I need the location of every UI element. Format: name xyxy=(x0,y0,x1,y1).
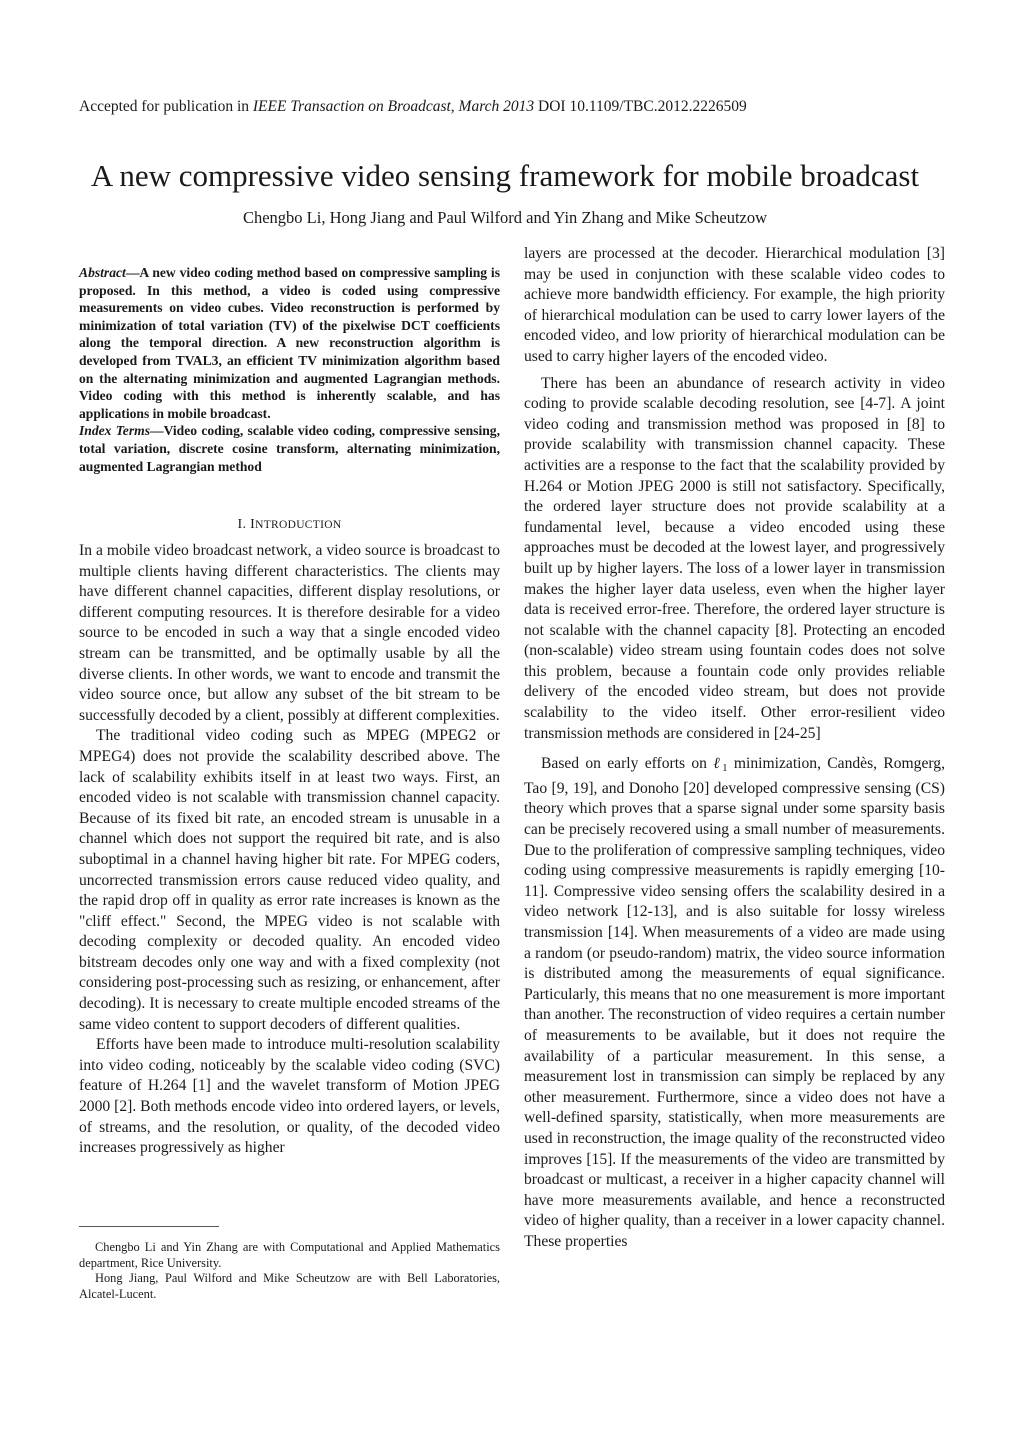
index-terms-label: Index Terms xyxy=(79,423,150,439)
abstract-label: Abstract xyxy=(79,265,126,280)
publication-note-prefix: Accepted for publication in xyxy=(79,98,253,115)
intro-paragraph-2: The traditional video coding such as MPEG (MPEG2 or MPEG4) does not provide the scalability described above. The lack of scalability exhibits itself in at least two ways. First, an encoded video is not scalable with transmission channel capacity. Because of its fixed bit rate, an encoded stream is unusable in a channel which does not support the required bit rate, and is also suboptimal in a channel having higher bit rate. For MPEG coders, uncorrected transmission errors cause reduced video quality, and the rapid drop off in quality as error rate increases is known as the "cliff effect." Second, the MPEG video is not scalable with decoding complexity or decoded quality. An encoded video bitstream decodes only one way and with a fixed complexity (not considering post-processing such as resizing, or enhancement, after decoding). It is necessary to create multiple encoded streams of the same video content to support decoders of different qualities. xyxy=(79,727,500,1033)
right-paragraph-3-body: minimization, Candès, Romgerg, Tao [9, 19], and Donoho [20] developed compressive sensing (CS) theory which proves that a sparse signal under some sparsity basis can be precisely recovered using a small number of measurements. Due to the proliferation of compressive sampling techniques, video coding using compressive measurements is rapidly emerging [10-11]. Compressive video sensing offers the scalability desired in a video network [12-13], and is also suitable for lossy wireless transmission [14]. When measurements of a video are made using a random (or pseudo-random) matrix, the video source information is distributed among the measurements of equal significance. Particularly, this means that no one measurement is more important than another. The reconstruction of video requires a certain number of measurements to be available, but it does not require the availability of a particular measurement. In this sense, a measurement lost in transmission can simply be replaced by any other measurement. Furthermore, since a video does not have a well-defined sparsity, statistically, when more measurements are used in reconstruction, the image quality of the reconstructed video improves [15]. If the measurements of the video are transmitted by broadcast or multicast, a receiver in a higher capacity channel will have more measurements available, and hence a reconstructed video of higher quality, than a receiver in a lower capacity channel. These properties xyxy=(524,755,945,1250)
footnote-divider xyxy=(79,1226,219,1227)
abstract-paragraph xyxy=(79,264,500,422)
footnotes-block xyxy=(79,1240,500,1302)
footnote-affiliation-bell-labs: Hong Jiang, Paul Wilford and Mike Scheutzow are with Bell Laboratories, Alcatel-Lucent. xyxy=(79,1271,500,1301)
section-number: I. xyxy=(237,517,247,532)
right-paragraph-2: There has been an abundance of research activity in video coding to provide scalable decoding resolution, see [4-7]. A joint video coding and transmission method was proposed in [8] to provide scalability with transmission channel capacity. These activities are a response to the fact that the scalability provided by H.264 or Motion JPEG 2000 is still not satisfactory. Specifically, the ordered layer structure does not provide scalability at a fundamental level, because a video encoded using these approaches must be decoded at the lowest layer, and progressively built up by higher layers. The loss of a lower layer in transmission makes the higher layer data useless, even when the higher layer data is received error-free. Therefore, the ordered layer structure is not scalable with the channel capacity [8]. Protecting an encoded (non-scalable) video stream using fountain codes does not solve this problem, because a fountain code only provides reliable delivery of the encoded video stream, but does not provide scalability to the video itself. Other error-resilient video transmission methods are considered in [24-25] xyxy=(524,374,945,742)
author-list: Chengbo Li, Hong Jiang and Paul Wilford and Yin Zhang and Mike Scheutzow xyxy=(242,208,768,227)
right-paragraph-3 xyxy=(524,754,945,1252)
left-column-body xyxy=(79,541,500,1159)
right-paragraph-3-lead: Based on early efforts on xyxy=(541,755,714,773)
section-heading-introduction xyxy=(79,515,500,535)
abstract-block xyxy=(79,264,500,475)
abstract-text: —A new video coding method based on compressive sampling is proposed. In this method, a video is coded using compressive measurements on video cubes. Video reconstruction is performed by minimization of total variation (TV) of the pixelwise DCT coefficients along the temporal direction. A new reconstruction algorithm is developed from TVAL3, an efficient TV minimization algorithm based on the alternating minimization and augmented Lagrangian methods. Video coding with this method is inherently scalable, and has applications in mobile broadcast. xyxy=(79,265,500,421)
publication-note-journal: IEEE Transaction on Broadcast, March 2013 xyxy=(252,98,535,115)
ell-one-subscript: 1 xyxy=(722,762,728,775)
index-terms-text: —Video coding, scalable video coding, compressive sensing, total variation, discrete cosine transform, alternating minimization, augmented Lagrangian method xyxy=(79,423,500,474)
publication-note xyxy=(79,97,959,117)
index-terms-paragraph xyxy=(79,422,500,475)
right-column-body xyxy=(524,244,945,1253)
section-title-rest: NTRODUCTION xyxy=(255,519,342,531)
right-paragraph-1: layers are processed at the decoder. Hierarchical modulation [3] may be used in conjunction with these scalable video codes to achieve more bandwidth efficiency. For example, the high priority of hierarchical modulation can be used to carry lower layers of the encoded video, and low priority of hierarchical modulation can be used to carry higher layers of the encoded video. xyxy=(524,245,945,365)
intro-paragraph-3: Efforts have been made to introduce multi-resolution scalability into video coding, noticeably by the scalable video coding (SVC) feature of H.264 [1] and the wavelet transform of Motion JPEG 2000 [2]. Both methods encode video into ordered layers, or levels, of streams, and the resolution, or quality, of the decoded video increases progressively as higher xyxy=(79,1036,500,1157)
publication-note-doi: DOI 10.1109/TBC.2012.2226509 xyxy=(534,98,747,115)
paper-title: A new compressive video sensing framework for mobile broadcast xyxy=(90,158,920,193)
ell-one-norm-symbol: ℓ xyxy=(713,755,723,773)
section-title-initial: I xyxy=(250,517,256,532)
intro-paragraph-1: In a mobile video broadcast network, a video source is broadcast to multiple clients having different characteristics. The clients may have different channel capacities, different display resolutions, or different computing resources. It is therefore desirable for a video source to be encoded in such a way that a single encoded video stream can be transmitted, and be optimally usable by all the diverse clients. In other words, we want to encode and transmit the video source once, but allow any subset of the bit stream to be successfully decoded by a client, possibly at different complexities. xyxy=(79,542,500,724)
footnote-affiliation-rice: Chengbo Li and Yin Zhang are with Computational and Applied Mathematics department, Rice University. xyxy=(79,1240,500,1270)
